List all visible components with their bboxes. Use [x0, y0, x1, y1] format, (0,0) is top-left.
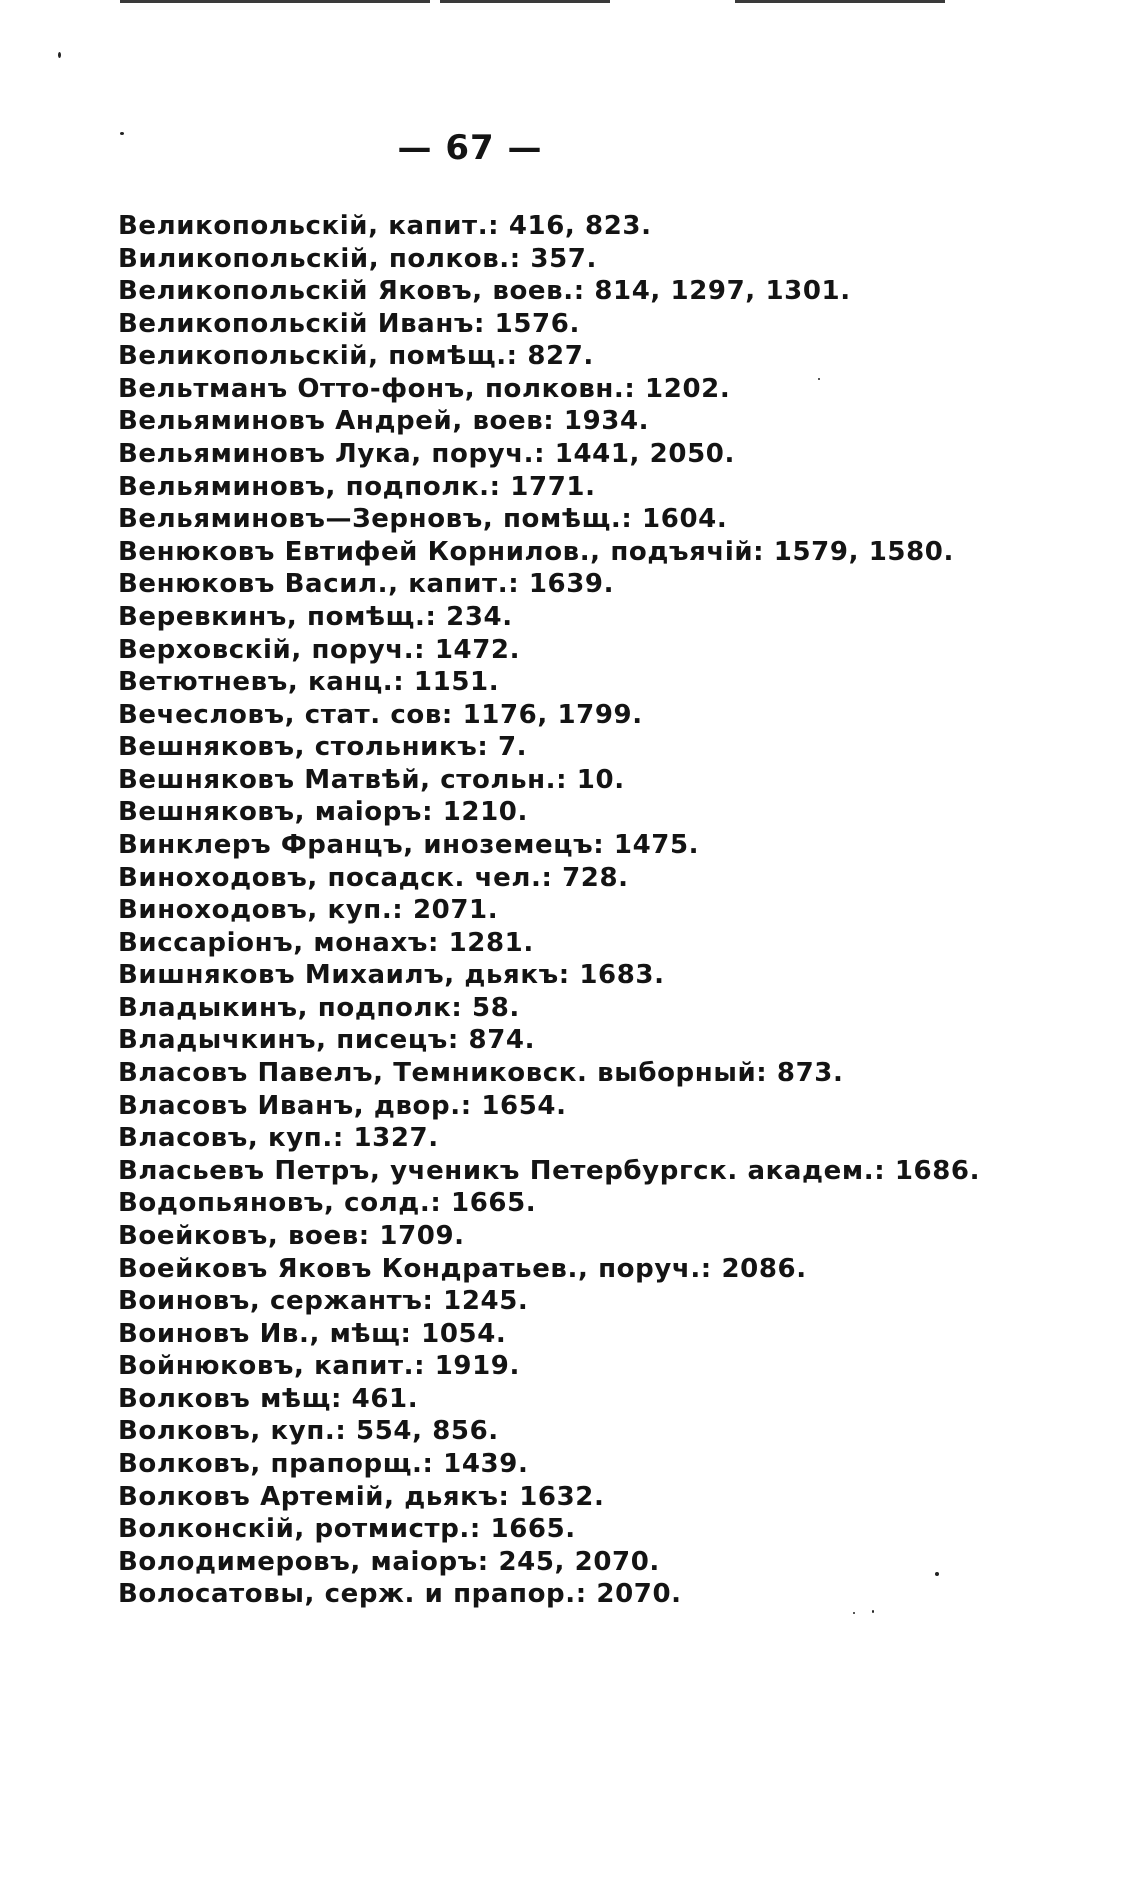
index-entry: Вельяминовъ—Зерновъ, помѣщ.: 1604. — [118, 504, 728, 535]
index-entry: Виссаріонъ, монахъ: 1281. — [118, 927, 534, 958]
index-entry: Вельяминовъ Лука, поруч.: 1441, 2050. — [118, 439, 735, 470]
index-entry: Великопольскій, капит.: 416, 823. — [118, 211, 652, 241]
index-entry: Волковъ мѣщ: 461. — [118, 1383, 419, 1414]
index-entry: Виноходовъ, посадск. чел.: 728. — [118, 862, 629, 893]
index-entry: Владыкинъ, подполк: 58. — [118, 992, 520, 1023]
index-entry: Волковъ, прапорщ.: 1439. — [118, 1448, 529, 1479]
index-entry: Вельяминовъ Андрей, воев: 1934. — [118, 406, 650, 437]
index-entry: Волосатовы, серж. и прапор.: 2070. — [118, 1579, 682, 1610]
scan-speck — [853, 1612, 855, 1614]
index-entry: Воиновъ, сержантъ: 1245. — [118, 1286, 529, 1317]
index-entry: Вешняковъ, маіоръ: 1210. — [118, 797, 528, 828]
page-number: — 67 — — [397, 128, 543, 168]
index-entry: Великопольскій Иванъ: 1576. — [118, 308, 580, 339]
index-entry: Венюковъ Евтифей Корнилов., подъячій: 1579, 1580. — [118, 536, 954, 567]
index-entry: Волковъ Артемій, дьякъ: 1632. — [118, 1481, 605, 1512]
top-rule-right — [735, 0, 945, 3]
index-entry: Вельтманъ Отто-фонъ, полковн.: 1202. — [118, 373, 731, 404]
index-entry: Верховскій, поруч.: 1472. — [118, 634, 521, 665]
index-entry: Вешняковъ Матвѣй, стольн.: 10. — [118, 764, 625, 795]
index-entry: Воейковъ, воев: 1709. — [118, 1220, 465, 1251]
index-entry: Власовъ, куп.: 1327. — [118, 1123, 439, 1154]
index-entry: Винклеръ Францъ, иноземецъ: 1475. — [118, 829, 700, 860]
index-entry: Воейковъ Яковъ Кондратьев., поруч.: 2086. — [118, 1253, 807, 1284]
index-entry: Волковъ, куп.: 554, 856. — [118, 1416, 499, 1447]
index-entry: Великопольскій, помѣщ.: 827. — [118, 341, 594, 372]
index-entry: Виликопольскій, полков.: 357. — [118, 243, 597, 274]
index-entry: Володимеровъ, маіоръ: 245, 2070. — [118, 1546, 660, 1577]
index-entry: Войнюковъ, капит.: 1919. — [118, 1351, 520, 1382]
index-entries — [118, 210, 980, 1611]
index-entry: Волконскій, ротмистр.: 1665. — [118, 1514, 576, 1545]
index-entry: Вешняковъ, стольникъ: 7. — [118, 732, 528, 763]
index-entry: Воиновъ Ив., мѣщ: 1054. — [118, 1318, 507, 1349]
top-rule-left — [120, 0, 430, 3]
index-entry: Власовъ Иванъ, двор.: 1654. — [118, 1090, 567, 1121]
index-entry: Веревкинъ, помѣщ.: 234. — [118, 601, 513, 632]
index-entry: Вельяминовъ, подполк.: 1771. — [118, 471, 596, 502]
index-entry: Виноходовъ, куп.: 2071. — [118, 895, 499, 926]
index-entry: Вишняковъ Михаилъ, дьякъ: 1683. — [118, 960, 665, 991]
index-entry: Власьевъ Петръ, ученикъ Петербургск. академ.: 1686. — [118, 1155, 981, 1186]
index-entry: Вечесловъ, стат. сов: 1176, 1799. — [118, 699, 643, 730]
index-entry: Венюковъ Васил., капит.: 1639. — [118, 569, 615, 600]
scan-speck — [58, 52, 61, 58]
top-rule-middle — [440, 0, 610, 3]
scan-speck — [120, 132, 124, 135]
index-entry: Великопольскій Яковъ, воев.: 814, 1297, 1301. — [118, 276, 851, 307]
index-entry: Водопьяновъ, солд.: 1665. — [118, 1188, 537, 1219]
index-entry: Власовъ Павелъ, Темниковск. выборный: 873. — [118, 1058, 844, 1089]
index-entry: Ветютневъ, канц.: 1151. — [118, 667, 500, 698]
index-entry: Владычкинъ, писецъ: 874. — [118, 1025, 536, 1056]
